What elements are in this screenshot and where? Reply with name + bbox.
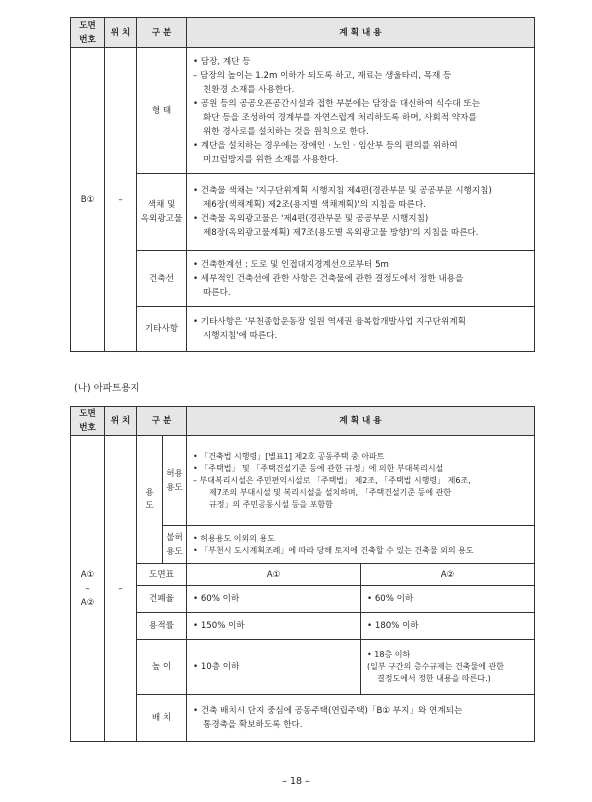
header-drawing-no: 도면 번호	[71, 18, 105, 48]
zone-a2: A②	[361, 564, 535, 586]
plan-other	[187, 307, 535, 352]
category-building-line: 건축선	[137, 251, 187, 307]
category-allowed-use: 허용 용도	[163, 436, 187, 526]
category-color-signage: 색채 및 옥외광고물	[137, 174, 187, 251]
plan-line: 제6장(색채계획) 제2조(용지별 색채계획)'의 지침을 따른다.	[203, 200, 427, 210]
plan-allowed-use	[187, 436, 535, 526]
plan-line: • 건축한계선 : 도로 및 인접대지경계선으로부터 5m	[193, 259, 389, 270]
location-cell: –	[105, 436, 137, 742]
plan-line: • 세부적인 건축선에 관한 사항은 건축물에 관한 결정도에서 정한 내용을	[193, 273, 464, 284]
plan-line: 결정도에서 정한 내용을 따른다.)	[377, 674, 491, 683]
plan-color-signage	[187, 174, 535, 251]
drawing-no-cell: B①	[71, 48, 105, 352]
plan-line: • 「주택법」 및 「주택건설기준 등에 관한 규정」에 의한 부대복리시설	[193, 463, 444, 473]
plan-line: 제7조의 부대시설 및 복리시설을 설치하며, 「주택건설기준 등에 관한	[209, 487, 452, 497]
drawing-no-cell: A① – A②	[71, 436, 105, 742]
zone-a1: A①	[187, 564, 361, 586]
header-category: 구 분	[137, 407, 187, 436]
plan-line: 친환경 소재를 사용한다.	[203, 84, 295, 95]
category-height: 높 이	[137, 640, 187, 695]
location-cell: –	[105, 48, 137, 352]
plan-line: 위한 경사로를 설치하는 것을 원칙으로 한다.	[203, 126, 369, 137]
header-location: 위 치	[105, 18, 137, 48]
plan-line: • 「건축법 시행령」[별표1] 제2호 공동주택 중 아파트	[193, 451, 385, 461]
plan-line: • 계단을 설치하는 경우에는 장애인 · 노인 · 임산부 등의 편의를 위하여	[193, 140, 458, 151]
page-number: – 18 –	[282, 776, 310, 787]
plan-line: 따른다.	[203, 287, 231, 298]
category-other: 기타사항	[137, 307, 187, 352]
header-plan: 계 획 내 용	[187, 407, 535, 436]
category-zone: 도면표	[137, 564, 187, 586]
category-form: 형 태	[137, 48, 187, 174]
header-category: 구 분	[137, 18, 187, 48]
height-a1: • 10층 이하	[187, 640, 361, 695]
category-coverage-ratio: 건폐율	[137, 586, 187, 613]
plan-disallowed-use	[187, 526, 535, 564]
plan-line: • 허용용도 이외의 용도	[193, 533, 275, 543]
header-plan: 계 획 내 용	[187, 18, 535, 48]
land-use-plan-table-b	[70, 17, 535, 352]
category-floor-area-ratio: 용적률	[137, 613, 187, 640]
plan-line: • 담장, 계단 등	[193, 56, 251, 67]
category-disallowed-use: 불허 용도	[163, 526, 187, 564]
section-title: (나) 아파트용지	[74, 383, 140, 394]
plan-form	[187, 48, 535, 174]
coverage-a1: • 60% 이하	[187, 586, 361, 613]
plan-line: 제8장(옥외광고물계획) 제7조(용도별 옥외광고물 방향)'의 지침을 따른다.	[203, 228, 479, 238]
far-a1: • 150% 이하	[187, 613, 361, 640]
plan-layout	[187, 695, 535, 742]
land-use-plan-table-apartment	[70, 406, 535, 742]
plan-line: 화단 등을 조성하여 경계부를 자연스럽게 처리하도록 하며, 사회적 약자를	[203, 112, 477, 123]
header-drawing-no: 도면 번호	[71, 407, 105, 436]
far-a2: • 180% 이하	[361, 613, 535, 640]
category-use: 용 도	[137, 436, 163, 564]
category-layout: 배 치	[137, 695, 187, 742]
plan-line: • 기타사항은 '부천종합운동장 일원 역세권 융복합개발사업 지구단위계획	[193, 317, 466, 327]
height-a2	[361, 640, 535, 695]
plan-line: • 「부천시 도시계획조례」에 따라 당해 토지에 건축할 수 있는 건축물 외의 용도	[193, 545, 474, 555]
plan-line: • 건축물 색채는 '지구단위계획 시행지침 제4편(경관부문 및 공공부문 시행지침)	[193, 186, 492, 196]
plan-line: • 공원 등의 공공오픈공간시설과 접한 부분에는 담장을 대신하여 식수대 또는	[193, 98, 481, 109]
plan-line: 미끄럼방지를 위한 소재를 사용한다.	[203, 154, 339, 165]
plan-line: – 부대복리시설은 주민편익시설로 「주택법」 제2조, 「주택법 시행령」 제6조,	[193, 475, 471, 485]
plan-line: (일부 구간의 층수규제는 건축물에 관한	[367, 662, 504, 671]
plan-building-line	[187, 251, 535, 307]
header-location: 위 치	[105, 407, 137, 436]
plan-line: • 건축 배치시 단지 중심에 공동주택(연립주택)「B① 부지」와 연계되는	[193, 706, 463, 716]
coverage-a2: • 60% 이하	[361, 586, 535, 613]
plan-line: 규정」의 주민공동시설 등을 포함함	[209, 499, 333, 509]
plan-line: • 건축물 옥외광고물은 '제4편(경관부문 및 공공부문 시행지침)	[193, 214, 429, 224]
plan-line: – 담장의 높이는 1.2m 이하가 되도록 하고, 재료는 생울타리, 목재 등	[193, 70, 452, 81]
plan-line: 통경축을 확보하도록 한다.	[203, 720, 303, 730]
plan-line: 시행지침'에 따른다.	[203, 331, 278, 341]
plan-line: • 18층 이하	[367, 650, 411, 659]
